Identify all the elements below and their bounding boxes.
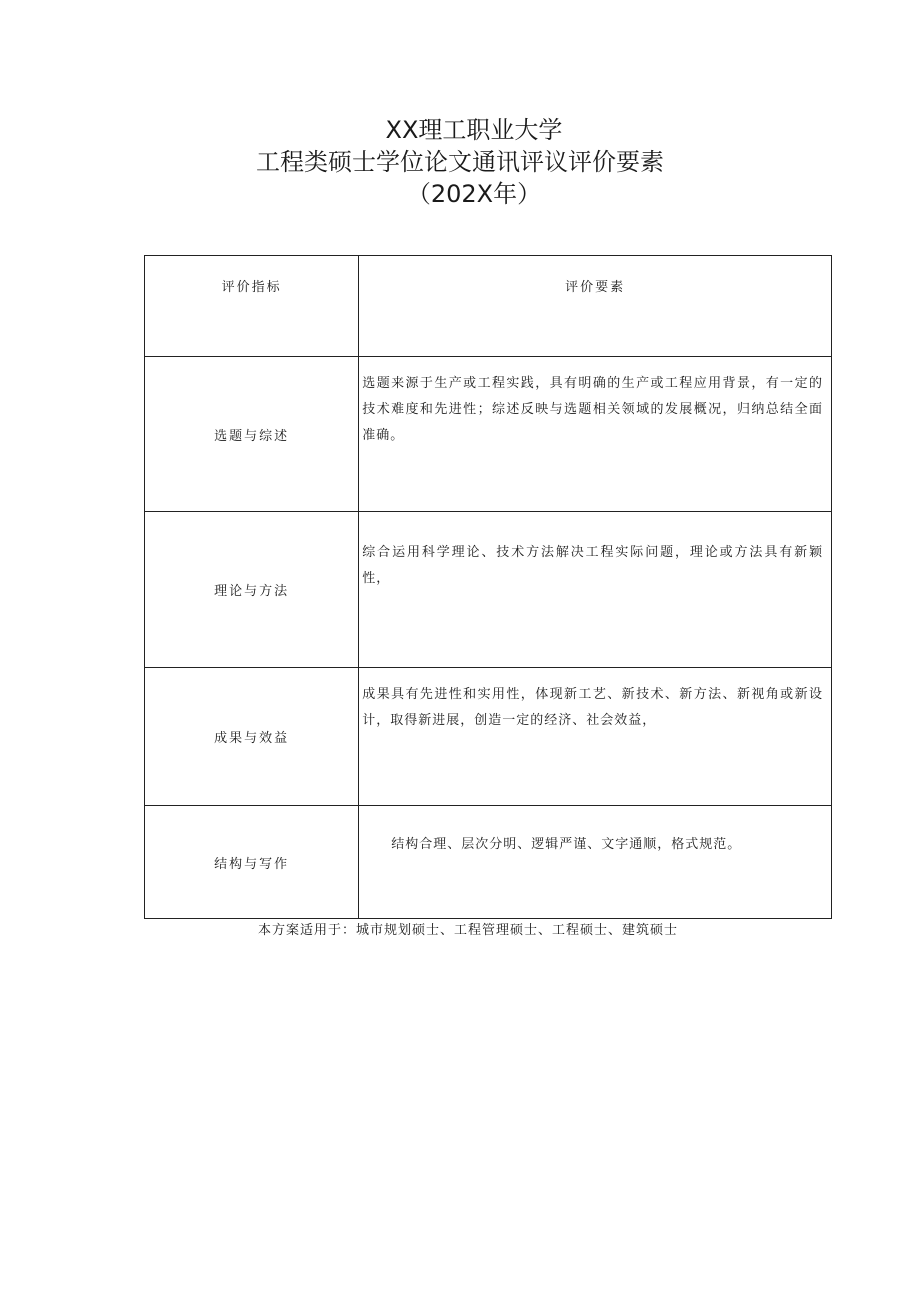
elements-cell: 结构合理、层次分明、逻辑严谨、文字通顺，格式规范。 [359, 806, 832, 919]
elements-cell: 选题来源于生产或工程实践，具有明确的生产或工程应用背景，有一定的技术难度和先进性；综述反映与选题相关领域的发展概况，归纳总结全面准确。 [359, 357, 832, 512]
applicability-note: 本方案适用于：城市规划硕士、工程管理硕士、工程硕士、建筑硕士 [258, 923, 679, 938]
evaluation-table [144, 255, 832, 919]
title-main: 工程类硕士学位论文通讯评议评价要素 [256, 148, 664, 176]
table-row [145, 512, 832, 668]
elements-cell: 成果具有先进性和实用性，体现新工艺、新技术、新方法、新视角或新设计，取得新进展，创造一定的经济、社会效益， [359, 668, 832, 806]
title-university: XX理工职业大学 [385, 116, 563, 144]
table-row [145, 668, 832, 806]
elements-cell: 综合运用科学理论、技术方法解决工程实际问题，理论或方法具有新颖性， [359, 512, 832, 668]
indicator-cell: 成果与效益 [145, 668, 359, 806]
indicator-cell: 选题与综述 [145, 357, 359, 512]
header-elements: 评价要素 [359, 256, 832, 357]
document-title [0, 114, 920, 210]
indicator-cell: 结构与写作 [145, 806, 359, 919]
table-header-row [145, 256, 832, 357]
table-row [145, 806, 832, 919]
header-indicator: 评价指标 [145, 256, 359, 357]
table-row [145, 357, 832, 512]
indicator-cell: 理论与方法 [145, 512, 359, 668]
title-year: （202X年） [406, 180, 542, 208]
